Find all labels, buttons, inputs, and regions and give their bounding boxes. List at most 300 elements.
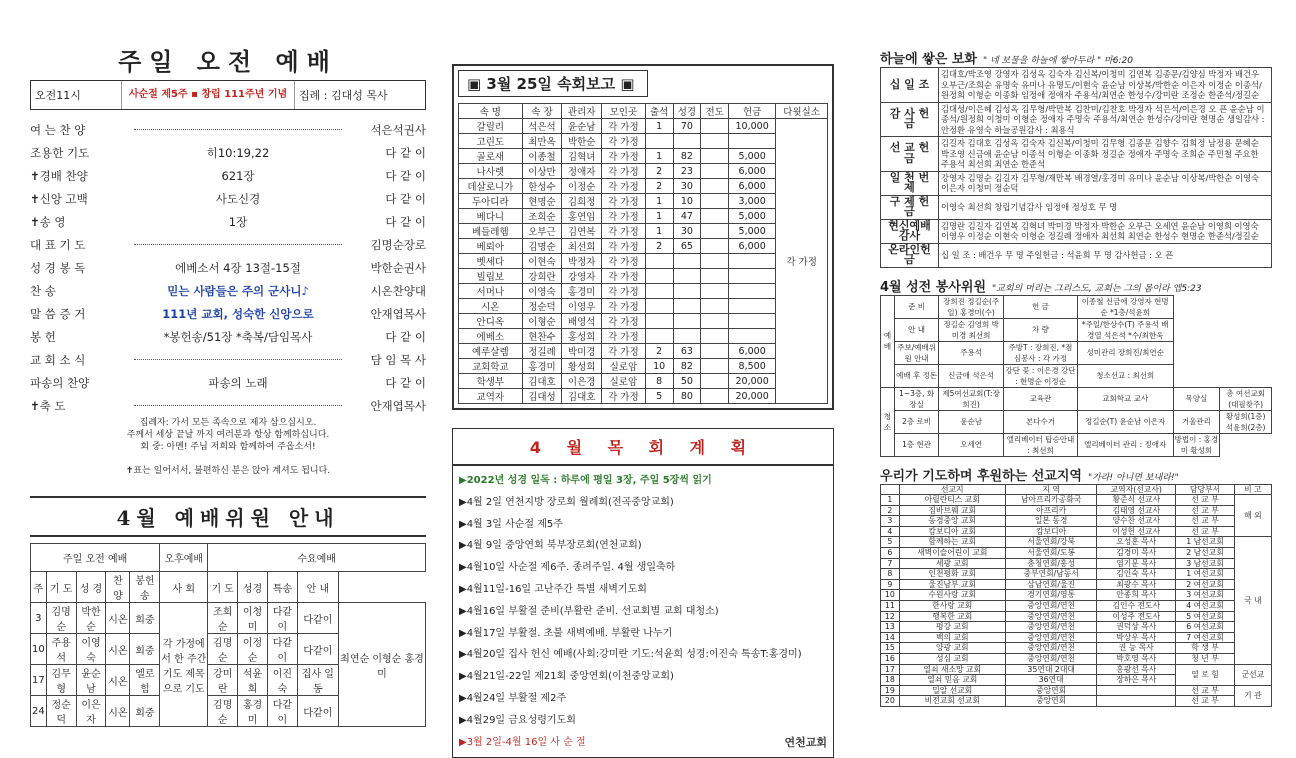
order-row [30,394,426,417]
table-cell: 82 [673,359,701,374]
table-cell: 비전교회 선교회 [899,696,1005,707]
table-cell: 김명순 [46,603,76,634]
benediction-line: 집례자: 가서 모든 족속으로 제자 삼으십시오. [139,418,317,428]
table-cell: 정길례 [522,344,562,359]
volunteer-cell: *주일/한상수(T) 주용석 배경열 석은석 *수/최한욱 [1077,318,1173,341]
table-header-row [881,484,1272,495]
table-cell [701,389,729,404]
table-cell [729,134,776,149]
table-cell: 다같이 [297,696,338,727]
table-cell: 박한순 [562,134,602,149]
order-person: 박한순권사 [370,260,426,275]
order-item: *봉헌송/51장 *축복/담임목사 [163,329,313,344]
table-cell: 각 가정 [602,224,646,239]
table-cell: 10 [881,590,900,601]
table-cell: 김연복 [562,224,602,239]
table-cell: 7 여선교회 [1176,632,1235,643]
column-header: 교역자(선교사) [1097,484,1176,495]
table-row [881,548,1272,559]
order-row [30,210,426,233]
table-cell: 15 [881,643,900,654]
table-cell [701,149,729,164]
table-cell: 각 가정 [602,179,646,194]
table-cell: 이은자 [76,696,106,727]
table-cell [729,254,776,269]
table-cell: 이영숙 [522,284,562,299]
table-cell: 2 [645,344,673,359]
offering-kind: 구 제 헌 금 [881,195,939,219]
table-cell: 선 교 부 [1176,505,1235,516]
table-cell: 1 [645,119,673,134]
service-leader: 집례 : 김대성 목사 [299,89,388,102]
table-cell [701,314,729,329]
order-label: ✝축 도 [30,398,66,413]
table-cell: 골로새 [459,149,523,164]
table-cell: 중앙연회/연천 [1005,643,1097,654]
table-cell: 오부근 [522,224,562,239]
table-cell: 각 가정 [602,254,646,269]
plan-item: ▶3월 2일-4월 16일 사 순 절 [459,736,586,748]
table-cell: 벳세다 [459,254,523,269]
table-row [459,209,828,224]
volunteer-row [881,318,1272,341]
table-cell [701,224,729,239]
clean-cell: 2층 로비 [895,410,939,433]
table-cell: 이현숙 [522,254,562,269]
order-person: 다 같 이 [385,214,426,229]
table-row [459,194,828,209]
table-cell: 63 [673,344,701,359]
order-person: 시온찬양대 [370,283,426,298]
table-cell [673,329,701,344]
table-cell: 나사렛 [459,164,523,179]
table-cell: 최선희 [562,239,602,254]
clean-cell: 1층 현관 [895,433,939,456]
table-cell [645,284,673,299]
table-row [459,254,828,269]
table-cell: 20 [881,696,900,707]
table-cell [645,134,673,149]
table-cell: 데살로니가 [459,179,523,194]
clean-cell: 정길순(T) 윤순남 이은자 [1077,410,1173,433]
order-item: 파송의 노래 [208,375,268,390]
table-cell: 6,000 [729,164,776,179]
order-person: 안재엽목사 [370,306,426,321]
table-cell: 베다니 [459,209,523,224]
table-row [881,505,1272,516]
table-row [459,224,828,239]
table-cell: 짐바브웨 교회 [899,505,1005,516]
plan-item: ▶4월10일 사순절 제6주. 종려주일. 4월 생일축하 [459,562,676,574]
table-cell [701,329,729,344]
table-cell: 2 [645,179,673,194]
table-cell: 세광 교회 [899,558,1005,569]
table-cell: 이영숙 [76,634,106,665]
table-cell: 교회학교 [459,359,523,374]
table-cell: 이정순 [238,634,268,665]
table-cell: 백의 교회 [899,632,1005,643]
plan-item: ▶4월17일 부활절. 초불 새벽예배. 부활란 나누기 [459,627,673,639]
table-cell: 열쇠 새소망 교회 [899,664,1005,675]
table-cell: 황성희 [562,359,602,374]
table-cell: 4 [881,526,900,537]
volunteer-title: 4월 성전 봉사위원 "교회의 머리는 그리스도, 교회는 그의 몸이라 엡5:23 [880,279,1202,295]
table-cell: 남아프리카공화국 [1005,495,1097,506]
table-cell: 1 [645,149,673,164]
table-cell: 다같이 [297,634,338,665]
table-cell: 3 [881,516,900,527]
table-cell: 10 [645,359,673,374]
clean-cell: 교육관 [1004,387,1078,410]
table-cell: 4 여선교회 [1176,601,1235,612]
benediction-line: 회 중: 아멘! 주님 저희와 함께하여 주옵소서! [140,442,316,452]
table-cell: 김명순 [208,634,238,665]
table-row [881,579,1272,590]
column-header [881,484,900,495]
table-cell: 장하은 목사 [1097,675,1176,686]
table-cell: 김혁녀 [562,149,602,164]
table-cell: 20,000 [729,374,776,389]
table-cell [729,329,776,344]
table-cell: 선 교 부 [1176,696,1235,707]
table-cell: 8 [645,374,673,389]
table-cell: 3 여선교회 [1176,590,1235,601]
order-label: 대 표 기 도 [30,237,86,252]
table-row [881,590,1272,601]
table-cell: 17 [881,664,900,675]
region-note: 기 관 [1234,685,1271,706]
order-row [30,256,426,279]
table-cell: 김명순 [208,696,238,727]
table-cell: 윤순남 [76,665,106,696]
clean-cell: 엘리베이터 관리 : 정애자 [1077,433,1173,456]
table-cell: 23 [673,164,701,179]
table-cell: 박상우 목사 [1097,632,1176,643]
table-cell [701,239,729,254]
table-cell: 실로암 [602,359,646,374]
order-person: 안재엽목사 [370,398,426,413]
table-cell: 성심 교회 [899,654,1005,665]
table-cell: 65 [673,239,701,254]
region-note: 해 외 [1234,495,1271,537]
table-cell: 중앙연회/연천 [1005,622,1097,633]
offering-row [881,68,1272,103]
clean-cell: 윤순남 [939,410,1004,433]
order-row [30,233,426,256]
mission-table [880,484,1272,707]
offering-row [881,137,1272,172]
table-cell: 동경중앙 교회 [899,516,1005,527]
table-cell: 각 가정 [602,299,646,314]
table-cell: 권덕상 목사 [1097,622,1176,633]
order-label: 교 회 소 식 [30,352,86,367]
offering-title: 하늘에 쌓은 보화 " 네 보물을 하늘에 쌓아두라 " 마6:20 [880,52,1133,67]
table-cell: 30 [673,224,701,239]
order-label: ✝송 영 [30,214,66,229]
table-cell: 김명순 [522,239,562,254]
table-cell: 강미란 [208,665,238,696]
benediction-line: 주께서 세상 끝날 까지 여러분과 항상 함께하십니다. [126,430,330,440]
column-header: 전도 [701,104,729,119]
order-person: 다 같 이 [385,329,426,344]
table-cell: 고린도 [459,134,523,149]
table-cell: 교역자 [459,389,523,404]
column-header: 헌금 [729,104,776,119]
table-cell: 이청미 [238,603,268,634]
table-cell: 각 가정 [602,134,646,149]
table-cell [645,299,673,314]
volunteer-row [881,364,1272,387]
table-cell: 아프리카 [1005,505,1097,516]
worship-order-panel [30,0,426,726]
table-cell: 선 교 부 [1176,516,1235,527]
order-row [30,118,426,141]
table-cell: 김대성 [522,389,562,404]
offering-names: 이영숙 최선희 창립기념감사 임정애 정성호 무 명 [939,195,1272,219]
table-cell: 캄보디아 [1005,526,1097,537]
table-cell: 2 [645,239,673,254]
table-cell: 권 능 목사 [1097,643,1176,654]
order-row [30,348,426,371]
column-header: 안 내 [297,572,338,603]
table-cell: 7 [881,558,900,569]
table-cell: 이상만 [522,164,562,179]
table-cell: 베뢰아 [459,239,523,254]
table-cell: 조희순 [522,209,562,224]
table-cell [673,284,701,299]
column-header: 성 경 [76,572,106,603]
table-cell: 홍경미 [238,696,268,727]
clean-cell: 교회학교 교사 [1077,387,1173,410]
table-cell: 이은경 [562,374,602,389]
table-cell: 현찬수 [522,329,562,344]
column-header: 속 장 [522,104,562,119]
guide-cell: 최연순 이형순 홍경미 [339,603,426,727]
table-cell: 선 교 부 [1176,495,1235,506]
region-note: 국 내 [1234,537,1271,664]
table-cell: 베들레헴 [459,224,523,239]
table-cell: 70 [673,119,701,134]
table-cell [701,134,729,149]
table-cell: 2 [881,505,900,516]
table-cell: 3,000 [729,194,776,209]
order-person: 다 같 이 [385,168,426,183]
offering-names: 강영자 김명순 김길자 김무형/재만복 배경열/홍경미 유미나 윤순남 이상복/박한순 이영숙 이은자 이청미 정순덕 [939,171,1272,195]
table-cell: 2 [645,164,673,179]
table-row [881,526,1272,537]
table-cell: 시온 [106,665,130,696]
table-cell: 20,000 [729,389,776,404]
church-logo: 연천교회 [784,735,827,749]
table-cell: 각 가정 [602,149,646,164]
table-cell [1097,696,1176,707]
table-cell: 정순덕 [46,696,76,727]
table-cell: 최만옥 [522,134,562,149]
column-header: 다윗실소 [776,104,828,119]
report-title: ▣ 3월 25일 속회보고 ▣ [458,70,648,97]
table-cell: 회중 [130,603,160,634]
leader-dots [134,359,342,360]
table-cell: 10 [673,194,701,209]
table-cell: 시온 [459,299,523,314]
table-cell: 중부연회/남동서 [1005,569,1097,580]
plan-list [452,465,834,758]
volunteer-cell: 강단 꽃 : 이은경 강단 : 현명순 이정순 [1005,365,1076,386]
cell-report-table [458,103,828,404]
offering-table [880,67,1272,268]
clean-cell: 엘리베이터 탑승안내 : 최선희 [1004,433,1078,456]
offering-kind: 선 교 헌 금 [881,137,939,172]
order-row [30,141,426,164]
table-cell: 이진숙 [267,665,297,696]
table-row [459,314,828,329]
table-cell: 6 여선교회 [1176,622,1235,633]
offering-row [881,195,1272,219]
table-row [459,149,828,164]
table-cell: 황준식 선교사 [1097,495,1176,506]
order-label: ✝경배 찬양 [30,168,88,183]
table-cell: 5,000 [729,149,776,164]
table-cell: 양수찬 선교사 [1097,516,1176,527]
clean-cell: 1~3층, 화장실 [895,387,939,410]
table-cell: 3 [31,603,47,634]
table-cell [701,254,729,269]
table-row [881,643,1272,654]
table-cell: 8 [881,569,900,580]
table-cell: 18 [881,675,900,686]
table-cell: 현명순 [522,194,562,209]
table-cell: 이종철 [522,149,562,164]
afternoon-note: 각 가정에서 한 주간 기도 제목으로 기도 [160,603,208,727]
table-cell: 중앙연회/연천 [1005,601,1097,612]
table-cell: 엘로힘 [130,665,160,696]
table-cell: 각 가정 [602,164,646,179]
column-header: 담당부서 [1176,484,1235,495]
offering-row [881,243,1272,267]
column-header: 출석 [645,104,673,119]
table-cell: 각 가정 [602,239,646,254]
order-item: 111년 교회, 성숙한 신앙으로 [162,306,314,321]
table-cell: 5,000 [729,224,776,239]
offering-kind: 일 천 번 제 [881,171,939,195]
volunteer-cell: 신금애 석은석 [939,364,1004,387]
table-cell: 1 여선교회 [1176,569,1235,580]
worship-side-label: 예 배 [881,295,895,387]
table-row [459,374,828,389]
plan-item: ▶4월 9일 중앙연회 북부장로회(연천교회) [459,540,642,552]
table-cell: 주용석 [46,634,76,665]
table-cell: 김인숙 목사 [1097,569,1176,580]
mission-verse: "가라! 아니면 보내라!" [1087,472,1179,483]
table-row [881,696,1272,707]
mission-title: 우리가 기도하며 후원하는 선교지역 "가라! 아니면 보내라!" [880,468,1179,484]
order-item: 히10:19,22 [206,145,270,160]
order-person: 석은석권사 [370,122,426,137]
table-cell: 석윤희 [238,665,268,696]
table-cell: 중앙연회/연천 [1005,654,1097,665]
leader-dots [134,129,342,130]
column-header: 관리자 [562,104,602,119]
table-cell: 수원사랑 교회 [899,590,1005,601]
order-label: 파송의 찬양 [30,375,90,390]
table-cell: 회중 [130,634,160,665]
order-person: 다 같 이 [385,375,426,390]
volunteer-cell: 주보/예배위원 안내 [895,341,939,364]
table-cell: 한성수 [522,179,562,194]
table-cell: 김경미 목사 [1097,548,1176,559]
clean-cell: 오세연 [939,433,1004,456]
cell-report-box [452,64,834,410]
table-cell: 박미경 [562,344,602,359]
table-cell: 김희정 [562,194,602,209]
clean-side-label: 청 소 [881,387,895,456]
table-row [881,537,1272,548]
table-cell: 최광수 목사 [1097,579,1176,590]
table-cell: 이형순 [522,314,562,329]
table-cell [729,269,776,284]
order-person: 다 같 이 [385,191,426,206]
order-person: 김명순장로 [370,237,426,252]
table-cell: 82 [673,149,701,164]
table-row [881,611,1272,622]
leader-dots [134,244,342,245]
plan-item: ▶4월29일 금요성령기도회 [459,714,576,726]
clean-cell: 거울관리 [1173,410,1220,433]
table-cell [701,299,729,314]
cell-report-panel [452,0,834,749]
table-cell: 오성훈 목사 [1097,537,1176,548]
table-cell: 2 남선교회 [1176,548,1235,559]
table-cell: 각 가정 [602,119,646,134]
column-header: 비 고 [1234,484,1271,495]
table-cell [701,374,729,389]
season-label: 사순절 제5주 ▪ 창립 111주년 기념 [121,81,295,109]
table-cell: 12 [881,611,900,622]
table-cell: 석은석 [522,119,562,134]
clean-cell: 본다수거 [1004,410,1078,433]
table-cell: 열 로 힘 [1176,664,1235,685]
table-row [459,179,828,194]
table-cell: 1 남선교회 [1176,537,1235,548]
table-cell: 박한순 [76,603,106,634]
volunteer-cell: 주용석 [939,341,1004,364]
table-cell: 울진남부 교회 [899,579,1005,590]
table-cell: 36연대 [1005,675,1097,686]
table-cell: 안종희 목사 [1097,590,1176,601]
table-row [459,134,828,149]
offering-verse: " 네 보물을 하늘에 쌓아두라 " 마6:20 [982,56,1133,66]
table-row [31,603,426,634]
table-cell: 각 가정 [602,329,646,344]
table-row [459,284,828,299]
table-cell: 빌립보 [459,269,523,284]
table-cell: 안디옥 [459,314,523,329]
table-cell: 조희순 [208,603,238,634]
plan-item: ▶4월11일-16일 고난주간 특별 새벽기도회 [459,583,647,595]
table-cell [701,359,729,374]
benediction-text [30,417,426,453]
table-cell: 열쇠 믿음 교회 [899,675,1005,686]
order-label: 여 는 찬 양 [30,122,86,137]
clean-cell: 목양실 [1173,387,1220,410]
table-cell: 새벽이슬어린이 교회 [899,548,1005,559]
order-label: 조용한 기도 [30,145,90,160]
offering-names: 김길자 김대호 김성옥 김숙자 김신복/이청미 김무형 김종문 김향수 김희정 남정용 문혜순 박조영 신금애 윤순남 이종석 이형순 이종화 정길순 정애자 주명숙 조희순 주민철 주요한 주용석 최선희 최연순 한준석 [939,137,1272,172]
table-cell: 다같이 [267,603,297,634]
table-cell: 밀알 선교회 [899,685,1005,696]
table-cell: 1 [645,224,673,239]
table-cell: 19 [881,685,900,696]
